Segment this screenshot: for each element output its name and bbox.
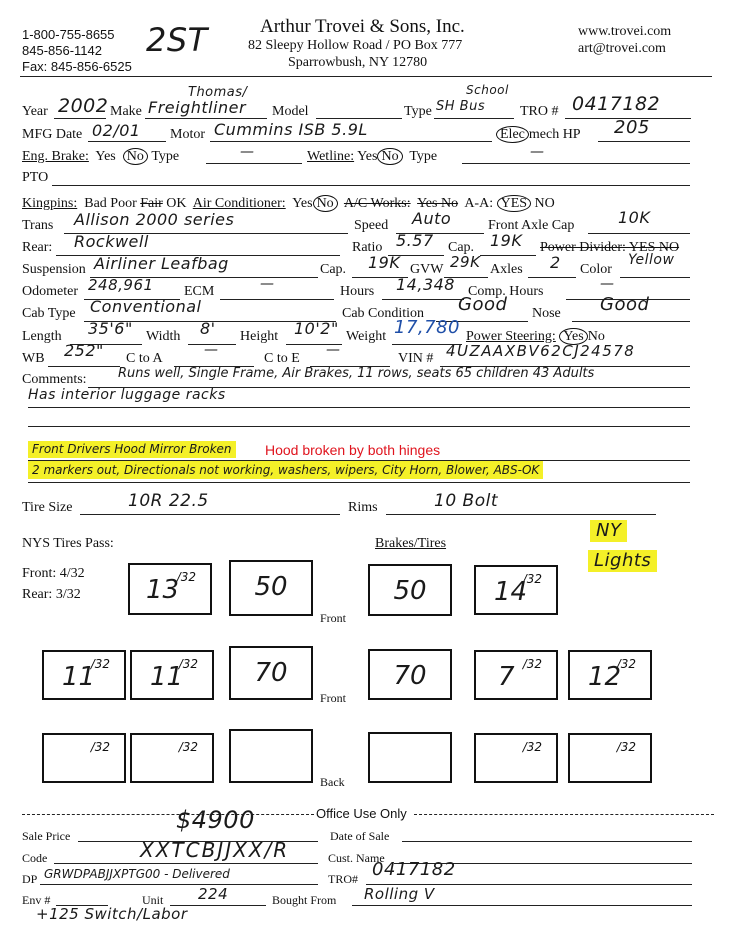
mfg-date-value[interactable]: 02/01 bbox=[92, 121, 141, 140]
note-highlight-2: 2 markers out, Directionals not working, washers, wipers, City Horn, Blower, ABS-OK bbox=[28, 461, 543, 479]
hp-value[interactable]: 205 bbox=[614, 117, 650, 138]
power-steering-label: Power Steering: bbox=[466, 329, 556, 344]
front-axle-cap-label: Front Axle Cap bbox=[488, 218, 575, 233]
stock-code: 2ST bbox=[146, 21, 208, 59]
ecm-label: ECM bbox=[184, 284, 215, 299]
company-address-2: Sparrowbush, NY 12780 bbox=[288, 55, 428, 70]
brake-box-front1-2[interactable] bbox=[368, 564, 452, 616]
type-label: Type bbox=[404, 104, 432, 119]
code-label: Code bbox=[22, 851, 48, 865]
tire-box-front2-1[interactable] bbox=[42, 650, 126, 700]
per32-label: /32 bbox=[616, 657, 636, 671]
nose-label: Nose bbox=[532, 306, 561, 321]
make-value[interactable]: Freightliner bbox=[148, 98, 247, 117]
brake-box-front2-2[interactable] bbox=[368, 649, 452, 700]
tire-box-back-4[interactable] bbox=[568, 733, 652, 783]
tire-box-back-3[interactable] bbox=[474, 733, 558, 783]
wetline-row bbox=[307, 149, 437, 165]
rims-label: Rims bbox=[348, 500, 378, 515]
office-divider-left bbox=[22, 814, 314, 815]
eng-brake-type-label: Type bbox=[151, 149, 180, 164]
tire-box-back-1[interactable] bbox=[42, 733, 126, 783]
width-value[interactable]: 8' bbox=[200, 319, 216, 338]
tire-size-label: Tire Size bbox=[22, 500, 73, 515]
nose-value[interactable]: Good bbox=[600, 294, 650, 315]
note-red-text: Hood broken by both hinges bbox=[265, 442, 441, 458]
notes-rule-2 bbox=[28, 482, 690, 483]
trans-value[interactable]: Allison 2000 series bbox=[74, 210, 235, 229]
trans-label: Trans bbox=[22, 218, 54, 233]
susp-cap-label: Cap. bbox=[320, 262, 347, 277]
color-label: Color bbox=[580, 262, 612, 277]
bought-from-value[interactable]: Rolling V bbox=[364, 885, 435, 903]
type-line bbox=[434, 118, 514, 119]
color-value[interactable]: Yellow bbox=[628, 252, 675, 268]
vin-label: VIN # bbox=[398, 351, 434, 366]
comments-rule-3 bbox=[28, 426, 690, 427]
tire-value: 12 bbox=[588, 662, 622, 692]
kingpins-label: Kingpins: bbox=[22, 196, 78, 211]
nys-tires-pass-label: NYS Tires Pass: bbox=[22, 536, 114, 551]
motor-label: Motor bbox=[170, 127, 205, 142]
per32-label: /32 bbox=[522, 572, 542, 586]
office-divider-right bbox=[414, 814, 714, 815]
power-divider-struck: Power Divider: YES NO bbox=[540, 240, 680, 255]
front-label-1: Front bbox=[320, 611, 347, 625]
hours-value[interactable]: 14,348 bbox=[396, 275, 455, 294]
dp-line bbox=[40, 884, 318, 885]
bought-from-label: Bought From bbox=[272, 893, 337, 907]
tire-size-value[interactable]: 10R 22.5 bbox=[128, 491, 209, 511]
rear-label: Rear: bbox=[22, 240, 53, 255]
width-label: Width bbox=[146, 329, 181, 344]
axles-value[interactable]: 2 bbox=[550, 253, 561, 272]
note-highlight-1: Front Drivers Hood Mirror Broken bbox=[28, 441, 236, 458]
aa-no[interactable]: NO bbox=[534, 196, 555, 211]
suspension-label: Suspension bbox=[22, 262, 86, 277]
dp-label: DP bbox=[22, 872, 38, 886]
eng-brake-row bbox=[22, 149, 179, 165]
weight-label: Weight bbox=[346, 329, 387, 344]
brake-value: 50 bbox=[254, 572, 288, 602]
aa-label: A-A: bbox=[464, 196, 494, 211]
tro2-label: TRO# bbox=[328, 872, 358, 886]
length-label: Length bbox=[22, 329, 62, 344]
power-steering-yes-circled[interactable]: Yes bbox=[559, 328, 587, 345]
brake-value: 70 bbox=[254, 658, 288, 688]
type-value[interactable]: SH Bus bbox=[436, 99, 486, 114]
front-axle-cap-line bbox=[588, 233, 690, 234]
hp-line bbox=[598, 141, 690, 142]
per32-label: /32 bbox=[176, 570, 196, 584]
vin-value[interactable]: 4UZAAXBV62CJ24578 bbox=[446, 342, 636, 360]
brake-value: 50 bbox=[393, 576, 427, 606]
cab-type-value[interactable]: Conventional bbox=[90, 297, 202, 316]
sale-price-value[interactable]: $4900 bbox=[176, 806, 255, 834]
ecm-value[interactable]: — bbox=[260, 276, 275, 292]
front-axle-cap-value[interactable]: 10K bbox=[618, 208, 651, 227]
wetline-type-line bbox=[462, 163, 690, 164]
email[interactable]: art@trovei.com bbox=[578, 41, 666, 56]
wetline-yes[interactable]: Yes bbox=[357, 149, 378, 164]
c-to-a-value[interactable]: — bbox=[204, 342, 219, 358]
tire-value: 7 bbox=[498, 662, 515, 692]
kingpins-options[interactable]: Bad Poor bbox=[84, 196, 137, 211]
back-label: Back bbox=[320, 775, 345, 789]
weight-value[interactable]: 17,780 bbox=[394, 317, 460, 338]
ac-no-circled[interactable]: No bbox=[313, 195, 338, 212]
odometer-value[interactable]: 248,961 bbox=[88, 276, 154, 294]
year-label: Year bbox=[22, 104, 48, 119]
company-name: Arthur Trovei & Sons, Inc. bbox=[260, 16, 465, 37]
axles-line bbox=[528, 277, 576, 278]
env-note: +125 Switch/Labor bbox=[36, 905, 188, 923]
brake-box-front2-1[interactable] bbox=[229, 646, 313, 700]
tire-value: 13 bbox=[146, 575, 180, 605]
wetline-type-label: Type bbox=[409, 149, 438, 164]
odometer-label: Odometer bbox=[22, 284, 78, 299]
height-value[interactable]: 10'2" bbox=[294, 319, 339, 338]
sale-price-label: Sale Price bbox=[22, 829, 71, 843]
rear-tread-requirement: Rear: 3/32 bbox=[22, 587, 81, 602]
cust-name-label: Cust. Name bbox=[328, 851, 385, 865]
year-value[interactable]: 2002 bbox=[58, 95, 109, 117]
wb-line bbox=[48, 366, 120, 367]
code-value[interactable]: XXTCBJJXX/R bbox=[140, 838, 290, 862]
hours-line bbox=[382, 299, 464, 300]
gvw-label: GVW bbox=[410, 262, 444, 277]
eng-brake-no-circled[interactable]: No bbox=[123, 148, 148, 165]
pto-line bbox=[52, 185, 690, 186]
wb-value[interactable]: 252" bbox=[64, 341, 104, 360]
wb-label: WB bbox=[22, 351, 45, 366]
company-address-1: 82 Sleepy Hollow Road / PO Box 777 bbox=[248, 38, 463, 53]
ratio-value[interactable]: 5.57 bbox=[396, 231, 434, 250]
per32-label: /32 bbox=[522, 657, 542, 671]
front-tread-requirement: Front: 4/32 bbox=[22, 566, 85, 581]
comments-rule-2 bbox=[28, 407, 690, 408]
nose-line bbox=[572, 321, 690, 322]
brakes-tires-label: Brakes/Tires bbox=[375, 536, 447, 551]
phone-number-2: 845-856-1142 bbox=[22, 43, 102, 58]
tire-box-front2-4[interactable] bbox=[568, 650, 652, 700]
header-divider bbox=[20, 76, 712, 77]
type-top-value: School bbox=[466, 83, 509, 97]
axles-label: Axles bbox=[490, 262, 523, 277]
c-to-e-value[interactable]: — bbox=[326, 342, 341, 358]
wetline-label: Wetline: bbox=[307, 149, 355, 164]
tro-label: TRO # bbox=[520, 104, 559, 119]
cab-type-label: Cab Type bbox=[22, 306, 76, 321]
rear-cap-label: Cap. bbox=[448, 240, 475, 255]
mfg-date-line bbox=[88, 141, 166, 142]
phone-number: 1-800-755-8655 bbox=[22, 27, 115, 42]
ac-works-yes-no-struck: Yes No bbox=[417, 196, 459, 211]
aa-yes-circled[interactable]: YES bbox=[497, 195, 531, 212]
tro-value[interactable]: 0417182 bbox=[572, 93, 661, 115]
ac-yes[interactable]: Yes bbox=[292, 196, 313, 211]
brake-box-back-2[interactable] bbox=[368, 732, 452, 783]
per32-label: /32 bbox=[178, 740, 198, 754]
hours-label: Hours bbox=[340, 284, 375, 299]
per32-label: /32 bbox=[522, 740, 542, 754]
wetline-type-value[interactable]: — bbox=[530, 144, 545, 160]
eng-brake-yes[interactable]: Yes bbox=[95, 149, 116, 164]
unit-value[interactable]: 224 bbox=[198, 885, 229, 903]
tire-size-line bbox=[80, 514, 340, 515]
kingpins-ok[interactable]: OK bbox=[166, 196, 187, 211]
c-to-e-label: C to E bbox=[264, 351, 300, 366]
fax-number: Fax: 845-856-6525 bbox=[22, 59, 132, 74]
unit-label: Unit bbox=[142, 893, 164, 907]
air-conditioner-label: Air Conditioner: bbox=[192, 196, 286, 211]
brake-value: 70 bbox=[393, 661, 427, 691]
per32-label: /32 bbox=[616, 740, 636, 754]
comp-hours-label: Comp. Hours bbox=[468, 284, 544, 299]
dp-value[interactable]: GRWDPABJJXPTG00 - Delivered bbox=[44, 867, 230, 881]
rear-cap-value[interactable]: 19K bbox=[490, 231, 523, 250]
speed-value[interactable]: Auto bbox=[412, 209, 452, 228]
eng-brake-label: Eng. Brake: bbox=[22, 149, 89, 164]
per32-label: /32 bbox=[178, 657, 198, 671]
elec-circled[interactable]: Elec bbox=[496, 126, 529, 143]
color-line bbox=[620, 277, 690, 278]
nys-lights-note-2: Lights bbox=[588, 550, 657, 572]
cab-condition-value[interactable]: Good bbox=[458, 294, 508, 315]
ac-works-struck: A/C Works: bbox=[343, 196, 411, 211]
tire-box-front2-3[interactable] bbox=[474, 650, 558, 700]
comments-line-2[interactable]: Has interior luggage racks bbox=[28, 387, 226, 403]
kingpins-fair-struck[interactable]: Fair bbox=[140, 196, 163, 211]
brake-box-back-1[interactable] bbox=[229, 729, 313, 783]
ecm-line bbox=[220, 299, 334, 300]
year-line bbox=[54, 118, 106, 119]
per32-label: /32 bbox=[90, 740, 110, 754]
suspension-value[interactable]: Airliner Leafbag bbox=[94, 254, 229, 273]
tire-box-front1-1[interactable] bbox=[128, 563, 212, 615]
bought-from-line bbox=[352, 905, 692, 906]
rear-value[interactable]: Rockwell bbox=[74, 232, 149, 251]
tire-box-back-2[interactable] bbox=[130, 733, 214, 783]
nys-lights-note-1: NY bbox=[590, 520, 627, 542]
mfg-date-label: MFG Date bbox=[22, 127, 83, 142]
tire-value: 11 bbox=[62, 662, 96, 692]
rims-line bbox=[386, 514, 656, 515]
tire-value: 14 bbox=[494, 577, 528, 607]
power-steering-no[interactable]: No bbox=[587, 329, 605, 344]
ratio-label: Ratio bbox=[352, 240, 383, 255]
tire-value: 11 bbox=[150, 662, 184, 692]
date-of-sale-line bbox=[402, 841, 692, 842]
rims-value[interactable]: 10 Bolt bbox=[434, 491, 498, 511]
motor-value[interactable]: Cummins ISB 5.9L bbox=[214, 120, 368, 139]
pto-label: PTO bbox=[22, 170, 49, 185]
website[interactable]: www.trovei.com bbox=[578, 24, 672, 39]
comments-label: Comments: bbox=[22, 372, 87, 387]
speed-label: Speed bbox=[354, 218, 389, 233]
mech-hp-label: mech HP bbox=[528, 127, 581, 142]
susp-cap-value[interactable]: 19K bbox=[368, 253, 401, 272]
height-label: Height bbox=[240, 329, 279, 344]
brake-box-front1-1[interactable] bbox=[229, 560, 313, 616]
per32-label: /32 bbox=[90, 657, 110, 671]
comp-hours-value[interactable]: — bbox=[600, 276, 615, 292]
make-top-value: Thomas/ bbox=[188, 85, 248, 100]
env-label: Env # bbox=[22, 893, 51, 907]
make-line bbox=[145, 118, 267, 119]
model-line bbox=[316, 118, 402, 119]
c-to-a-label: C to A bbox=[126, 351, 163, 366]
eng-brake-type-value[interactable]: — bbox=[240, 144, 255, 160]
model-label: Model bbox=[272, 104, 309, 119]
tro2-value[interactable]: 0417182 bbox=[372, 859, 456, 880]
rear-cap-line bbox=[480, 255, 536, 256]
tire-box-front1-2[interactable] bbox=[474, 565, 558, 615]
gvw-value[interactable]: 29K bbox=[450, 253, 481, 271]
length-value[interactable]: 35'6" bbox=[88, 319, 133, 338]
front-label-2: Front bbox=[320, 691, 347, 705]
make-label: Make bbox=[110, 104, 142, 119]
elec-mech-label bbox=[496, 127, 581, 143]
cab-condition-label: Cab Condition bbox=[342, 306, 425, 321]
wetline-no-circled[interactable]: No bbox=[377, 148, 402, 165]
eng-brake-type-line bbox=[206, 163, 302, 164]
date-of-sale-label: Date of Sale bbox=[330, 829, 390, 843]
tire-box-front2-2[interactable] bbox=[130, 650, 214, 700]
office-use-only-label: Office Use Only bbox=[316, 806, 407, 821]
comments-line-1[interactable]: Runs well, Single Frame, Air Brakes, 11 rows, seats 65 children 43 Adults bbox=[118, 366, 595, 381]
